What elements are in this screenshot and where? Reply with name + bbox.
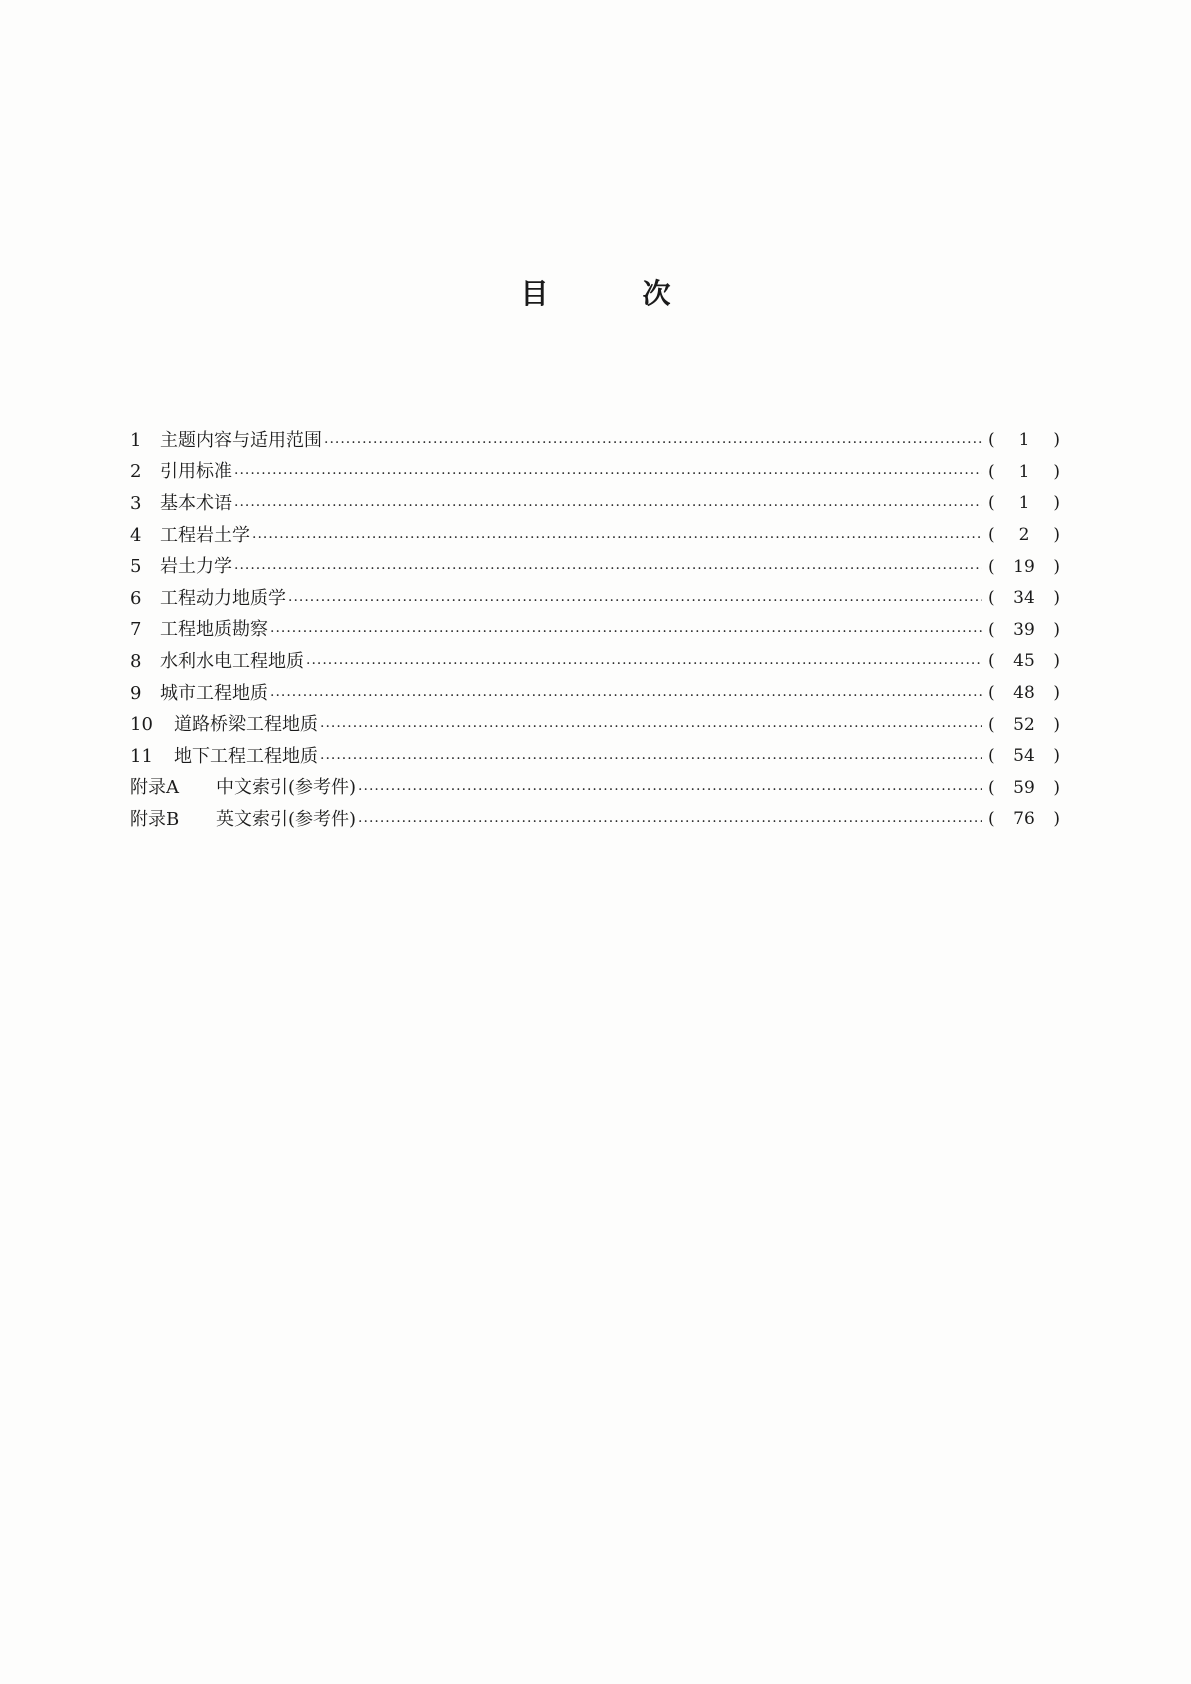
toc-entry-label: 工程岩土学	[160, 524, 250, 546]
toc-entry-label: 引用标准	[160, 461, 232, 483]
toc-entry-number: 4	[130, 524, 142, 546]
toc-entry-number: 7	[130, 619, 142, 641]
toc-entry-page: ( 45 )	[988, 651, 1060, 672]
page-number: 76	[1013, 809, 1035, 830]
toc-entry-label: 岩土力学	[160, 556, 232, 578]
toc-entry-page: ( 1 )	[988, 430, 1060, 451]
page-number: 59	[1013, 777, 1035, 798]
toc-entry-number: 2	[130, 461, 142, 483]
toc-entry[interactable]	[130, 615, 1060, 647]
toc-entry[interactable]	[130, 425, 1060, 457]
toc-entry-number: 1	[130, 429, 142, 451]
toc-entry-label: 城市工程地质	[160, 682, 268, 704]
toc-entry[interactable]	[130, 741, 1060, 773]
toc-entry-label: 中文索引(参考件)	[216, 777, 357, 799]
toc-entry-label: 地下工程工程地质	[174, 745, 318, 767]
toc-entry[interactable]	[130, 551, 1060, 583]
page-number: 45	[1013, 651, 1035, 672]
dot-leader	[234, 562, 982, 576]
toc-entry-label: 工程地质勘察	[160, 619, 268, 641]
toc-entry[interactable]	[130, 773, 1060, 805]
toc-entry[interactable]	[130, 646, 1060, 678]
dot-leader	[358, 815, 982, 829]
page-number: 39	[1013, 619, 1035, 640]
page-number: 52	[1013, 714, 1035, 735]
dot-leader	[288, 594, 982, 608]
toc-entry-label: 基本术语	[160, 492, 232, 514]
toc-entry-number: 10	[130, 714, 153, 736]
toc-entry-number: 6	[130, 587, 142, 609]
toc-entry-page: ( 52 )	[988, 714, 1060, 735]
toc-entry-page: ( 1 )	[988, 493, 1060, 514]
toc-entry-page: ( 34 )	[988, 588, 1060, 609]
toc-entry[interactable]	[130, 583, 1060, 615]
dot-leader	[252, 531, 982, 545]
toc-entry-number: 附录A	[130, 777, 179, 799]
toc-entry-page: ( 19 )	[988, 556, 1060, 577]
page-title	[0, 272, 1191, 312]
toc-entry-number: 11	[130, 745, 153, 767]
toc-entry-page: ( 2 )	[988, 525, 1060, 546]
toc-entry-page: ( 39 )	[988, 619, 1060, 640]
title-char-2: 次	[642, 277, 671, 310]
dot-leader	[306, 657, 982, 671]
dot-leader	[234, 467, 982, 481]
toc-entry-page: ( 76 )	[988, 809, 1060, 830]
toc-entry[interactable]	[130, 709, 1060, 741]
dot-leader	[320, 720, 982, 734]
dot-leader	[320, 752, 982, 766]
page-number: 1	[1018, 461, 1030, 482]
toc-entry-label: 水利水电工程地质	[160, 650, 304, 672]
page-number: 2	[1018, 525, 1030, 546]
toc-entry[interactable]	[130, 678, 1060, 710]
toc-entry[interactable]	[130, 488, 1060, 520]
dot-leader	[358, 783, 982, 797]
dot-leader	[234, 499, 982, 513]
title-char-1: 目	[520, 277, 549, 310]
page-number: 48	[1013, 683, 1035, 704]
toc-entry-page: ( 1 )	[988, 461, 1060, 482]
dot-leader	[270, 689, 982, 703]
dot-leader	[270, 625, 982, 639]
toc-entry-number: 9	[130, 682, 142, 704]
toc-entry-number: 附录B	[130, 808, 180, 830]
toc-entry-number: 5	[130, 556, 142, 578]
toc-entry-number: 3	[130, 492, 142, 514]
dot-leader	[324, 436, 982, 450]
page-number: 19	[1013, 556, 1035, 577]
page-number: 34	[1013, 588, 1035, 609]
toc-entry-label: 主题内容与适用范围	[160, 429, 322, 451]
toc-entry-page: ( 48 )	[988, 683, 1060, 704]
toc-entry-label: 英文索引(参考件)	[216, 808, 357, 830]
toc-entry-page: ( 54 )	[988, 746, 1060, 767]
toc-entry-page: ( 59 )	[988, 777, 1060, 798]
toc-entry[interactable]	[130, 457, 1060, 489]
toc-entry-label: 工程动力地质学	[160, 587, 286, 609]
page-number: 54	[1013, 746, 1035, 767]
toc-entry-number: 8	[130, 650, 142, 672]
table-of-contents	[130, 425, 1060, 836]
toc-entry-label: 道路桥梁工程地质	[174, 714, 318, 736]
toc-entry[interactable]	[130, 520, 1060, 552]
page-number: 1	[1018, 430, 1030, 451]
page-number: 1	[1018, 493, 1030, 514]
toc-entry[interactable]	[130, 804, 1060, 836]
